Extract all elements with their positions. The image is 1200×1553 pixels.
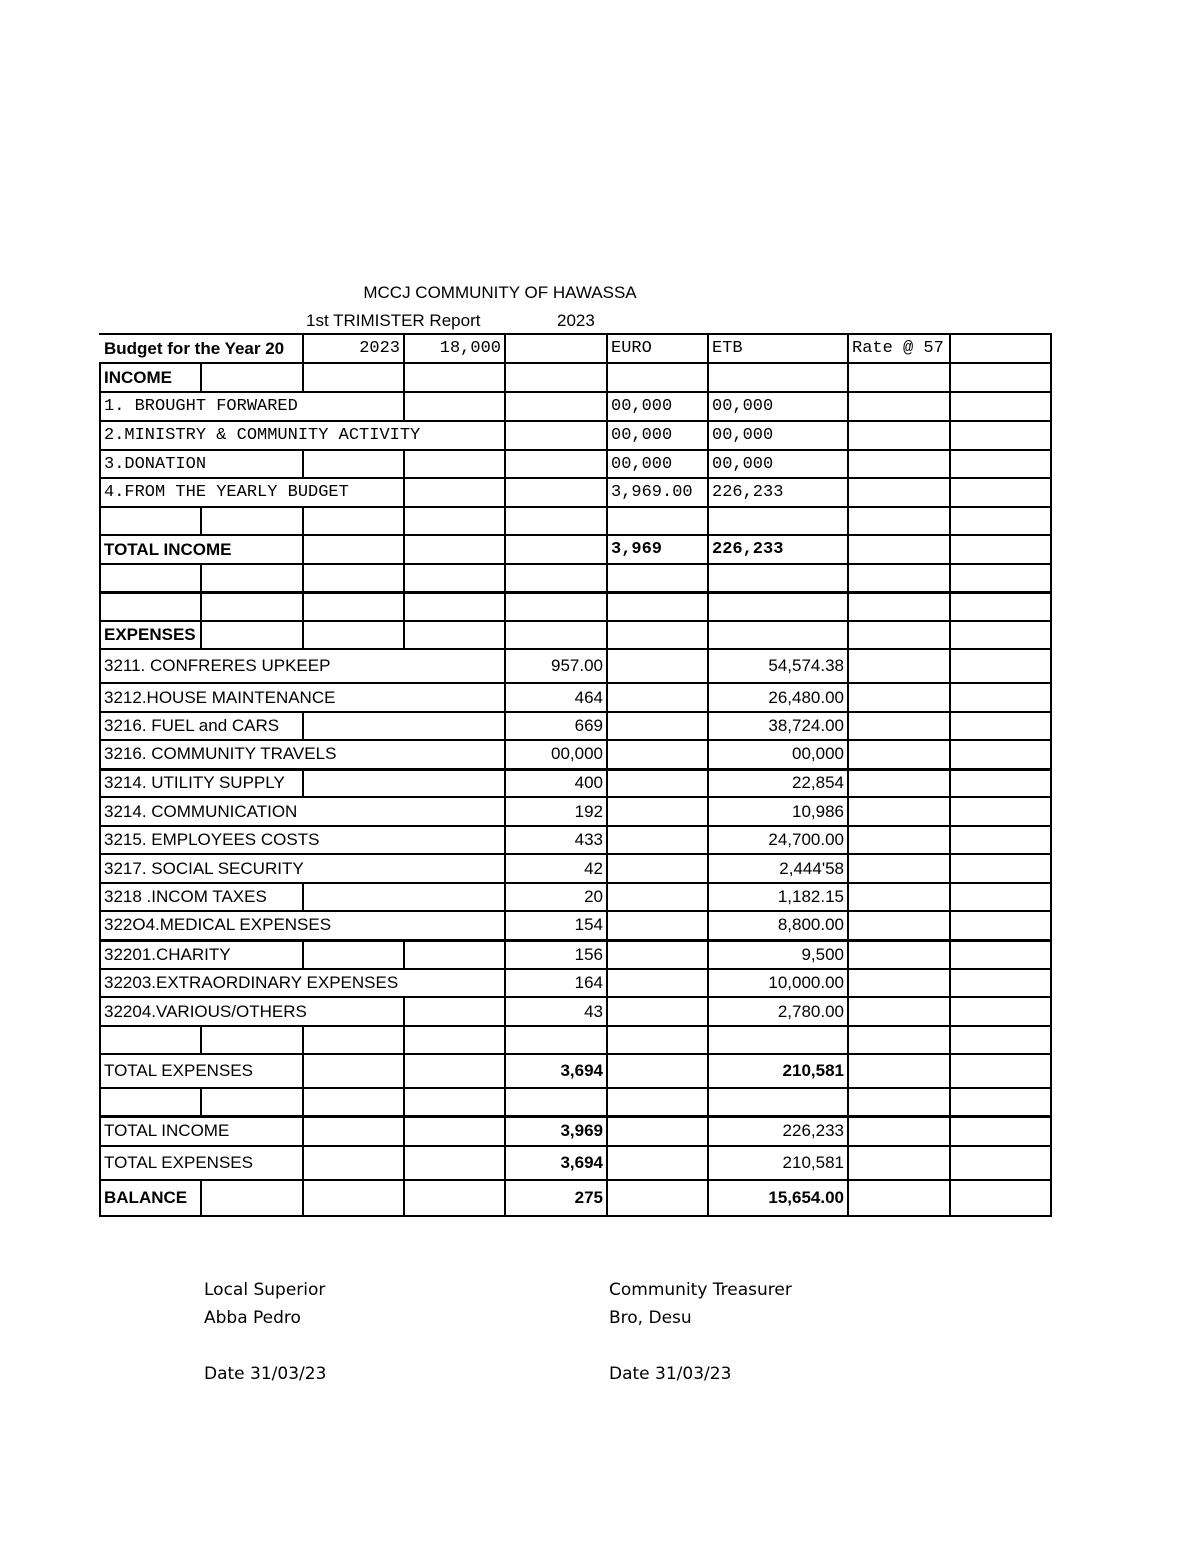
expense-etb: 00,000 [708,740,848,769]
budget-year: 2023 [303,334,404,363]
expense-label: 32201.CHARITY [100,940,303,969]
income-row [100,478,1051,507]
expense-row [100,797,1051,826]
expense-label: 32204.VARIOUS/OTHERS [100,997,404,1026]
expense-euro: 669 [505,712,607,740]
income-euro: 00,000 [607,450,708,478]
left-signatory-name: Abba Pedro [204,1308,301,1328]
income-label: 2.MINISTRY & COMMUNITY ACTIVITY [100,421,505,450]
balance-etb: 15,654.00 [708,1180,848,1216]
summary-income-row [100,1116,1051,1146]
income-row [100,421,1051,450]
expenses-total-etb: 210,581 [708,1054,848,1088]
expense-label: 3215. EMPLOYEES COSTS [100,826,505,854]
summary-income-etb: 226,233 [708,1116,848,1146]
expense-euro: 957.00 [505,649,607,683]
income-total-euro: 3,969 [607,535,708,564]
expense-euro: 156 [505,940,607,969]
income-euro: 3,969.00 [607,478,708,507]
summary-expenses-label: TOTAL EXPENSES [100,1146,303,1180]
balance-label: BALANCE [100,1180,201,1216]
expenses-total-label: TOTAL EXPENSES [100,1054,303,1088]
expense-label: 3211. CONFRERES UPKEEP [100,649,505,683]
blank-row [100,564,1051,592]
report-subtitle: 1st TRIMISTER Report [306,311,481,330]
expense-row [100,712,1051,740]
expense-label: 3218 .INCOM TAXES [100,883,303,911]
expense-etb: 9,500 [708,940,848,969]
expense-row [100,854,1051,883]
summary-income-euro: 3,969 [505,1116,607,1146]
blank-row [100,1088,1051,1116]
expense-etb: 10,000.00 [708,969,848,997]
blank-row [100,507,1051,535]
income-label: 3.DONATION [100,450,303,478]
expense-etb: 26,480.00 [708,683,848,712]
expense-euro: 192 [505,797,607,826]
blank-row [100,592,1051,621]
expense-row [100,740,1051,769]
expense-row [100,649,1051,683]
report-year: 2023 [557,311,595,330]
col-etb-header: ETB [708,334,848,363]
balance-euro: 275 [505,1180,607,1216]
blank-row [100,1026,1051,1054]
summary-expenses-row [100,1146,1051,1180]
expense-euro: 43 [505,997,607,1026]
income-etb: 226,233 [708,478,848,507]
expense-euro: 433 [505,826,607,854]
right-signatory-name: Bro, Desu [609,1308,692,1328]
expense-label: 3214. COMMUNICATION [100,797,505,826]
expense-label: 3212.HOUSE MAINTENANCE [100,683,505,712]
income-total-row [100,535,1051,564]
income-etb: 00,000 [708,392,848,421]
empty-cell [505,334,607,363]
expense-etb: 10,986 [708,797,848,826]
expense-etb: 22,854 [708,769,848,797]
budget-label: Budget for the Year 20 [100,334,303,363]
expense-euro: 164 [505,969,607,997]
income-euro: 00,000 [607,421,708,450]
empty-cell [950,334,1051,363]
expense-row [100,911,1051,940]
expense-etb: 24,700.00 [708,826,848,854]
summary-expenses-euro: 3,694 [505,1146,607,1180]
expense-label: 3216. FUEL and CARS [100,712,303,740]
income-row [100,392,1051,421]
income-heading: INCOME [100,363,201,392]
expense-row [100,683,1051,712]
expense-etb: 2,444'58 [708,854,848,883]
expense-row [100,940,1051,969]
expense-etb: 1,182.15 [708,883,848,911]
expense-etb: 54,574.38 [708,649,848,683]
expenses-heading: EXPENSES [100,621,201,649]
col-euro-header: EURO [607,334,708,363]
right-signatory-role: Community Treasurer [609,1280,792,1300]
expenses-total-row [100,1054,1051,1088]
income-etb: 00,000 [708,450,848,478]
expense-euro: 20 [505,883,607,911]
left-signatory-date: Date 31/03/23 [204,1364,327,1384]
budget-table [99,333,1052,1217]
expense-etb: 38,724.00 [708,712,848,740]
expense-label: 3216. COMMUNITY TRAVELS [100,740,505,769]
income-total-label: TOTAL INCOME [100,535,303,564]
summary-income-label: TOTAL INCOME [100,1116,303,1146]
expenses-total-euro: 3,694 [505,1054,607,1088]
summary-expenses-etb: 210,581 [708,1146,848,1180]
left-signatory-role: Local Superior [204,1280,326,1300]
expenses-heading-row [100,621,1051,649]
budget-amount: 18,000 [404,334,505,363]
income-etb: 00,000 [708,421,848,450]
income-label: 4.FROM THE YEARLY BUDGET [100,478,404,507]
report-title: MCCJ COMMUNITY OF HAWASSA [363,283,637,302]
expense-euro: 400 [505,769,607,797]
budget-row [100,334,1051,363]
expense-label: 3217. SOCIAL SECURITY [100,854,505,883]
expense-row [100,997,1051,1026]
expense-label: 322O4.MEDICAL EXPENSES [100,911,505,940]
expense-etb: 2,780.00 [708,997,848,1026]
income-euro: 00,000 [607,392,708,421]
expense-euro: 00,000 [505,740,607,769]
income-row [100,450,1051,478]
expense-row [100,769,1051,797]
expense-euro: 464 [505,683,607,712]
expense-row [100,826,1051,854]
expense-row [100,883,1051,911]
expense-euro: 42 [505,854,607,883]
income-heading-row [100,363,1051,392]
expense-etb: 8,800.00 [708,911,848,940]
expense-euro: 154 [505,911,607,940]
income-total-etb: 226,233 [708,535,848,564]
expense-label: 32203.EXTRAORDINARY EXPENSES [100,969,505,997]
balance-row [100,1180,1051,1216]
expense-row [100,969,1051,997]
rate-cell: Rate @ 57 [848,334,950,363]
expense-label: 3214. UTILITY SUPPLY [100,769,303,797]
income-label: 1. BROUGHT FORWARED [100,392,404,421]
right-signatory-date: Date 31/03/23 [609,1364,732,1384]
